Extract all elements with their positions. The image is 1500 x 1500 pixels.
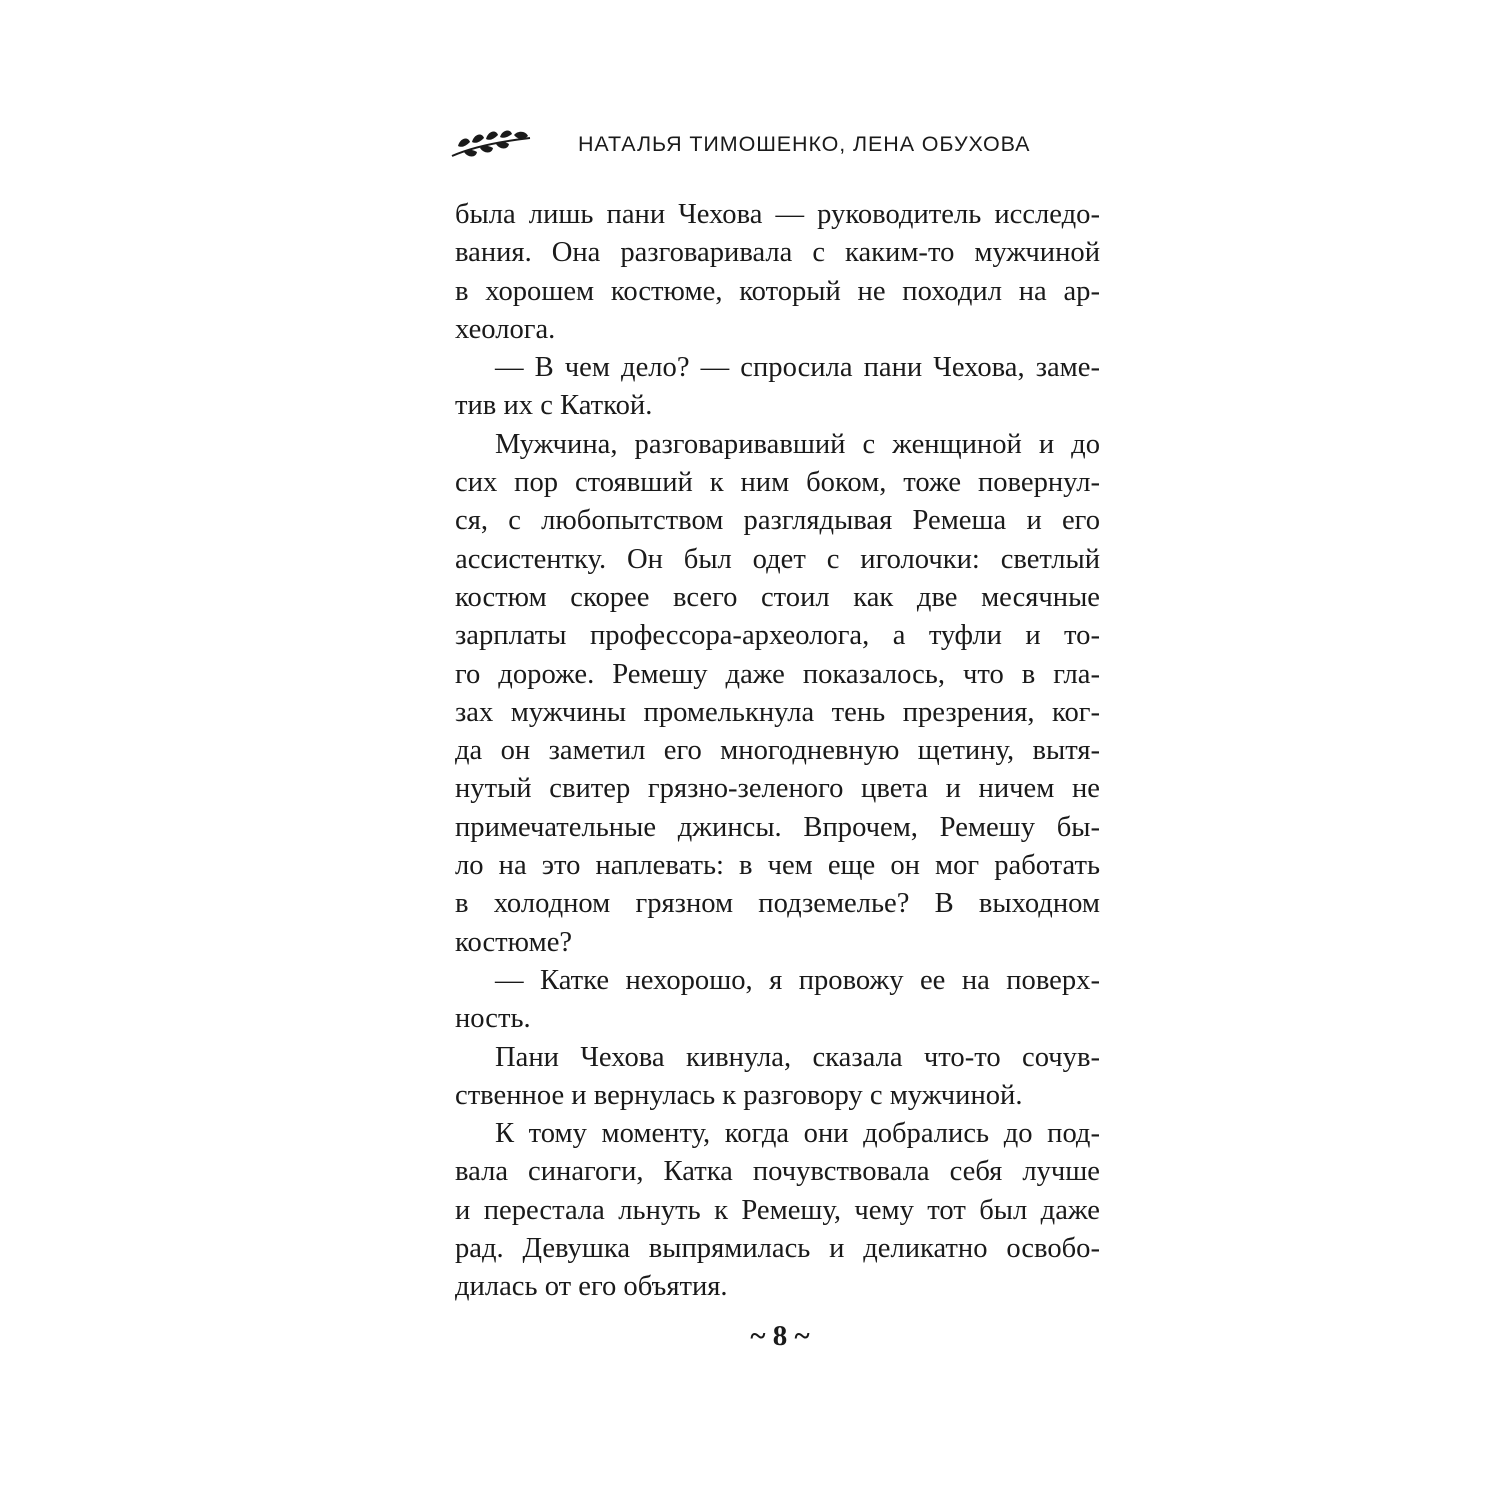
body-text xyxy=(455,196,1100,1307)
text-line: ся, с любопытством разглядывая Ремеша и его xyxy=(455,505,1100,537)
text-line: дилась от его объятия. xyxy=(455,1271,728,1303)
text-line: хеолога. xyxy=(455,313,556,345)
paragraph xyxy=(455,1115,1100,1306)
text-line: костюме? xyxy=(455,926,573,958)
text-line: ло на это наплевать: в чем еще он мог работать xyxy=(455,850,1100,882)
page-number: ~ 8 ~ xyxy=(750,1320,810,1352)
text-line: тив их с Каткой. xyxy=(455,390,653,422)
paragraph xyxy=(455,426,1100,962)
text-line: вала синагоги, Катка почувствовала себя лучше xyxy=(455,1156,1100,1188)
paragraph xyxy=(455,962,1100,1039)
text-line: костюм скорее всего стоил как две месячные xyxy=(455,581,1100,613)
text-line: нутый свитер грязно-зеленого цвета и ничем не xyxy=(455,773,1100,805)
running-head xyxy=(450,122,1100,166)
text-line: была лишь пани Чехова — руководитель исследо- xyxy=(455,199,1100,230)
text-line: вания. Она разговаривала с каким-то мужчиной xyxy=(455,237,1100,269)
text-line: Пани Чехова кивнула, сказала что-то сочув- xyxy=(495,1041,1100,1073)
text-line: — В чем дело? — спросила пани Чехова, заме- xyxy=(495,352,1100,384)
text-line: Мужчина, разговаривавший с женщиной и до xyxy=(495,428,1100,460)
text-line: зарплаты профессора-археолога, а туфли и то- xyxy=(455,620,1100,652)
text-line: ность. xyxy=(455,1003,531,1035)
text-line: сих пор стоявший к ним боком, тоже повернул- xyxy=(455,467,1100,499)
running-head-author: НАТАЛЬЯ ТИМОШЕНКО, ЛЕНА ОБУХОВА xyxy=(578,131,1031,156)
leaf-branch-icon xyxy=(450,126,532,162)
text-line: рад. Девушка выпрямилась и деликатно освобо- xyxy=(455,1233,1100,1265)
text-line: да он заметил его многодневную щетину, вытя- xyxy=(455,735,1100,767)
text-line: и перестала льнуть к Ремешу, чему тот был даже xyxy=(455,1194,1100,1226)
paragraph xyxy=(455,196,1100,349)
text-line: в холодном грязном подземелье? В выходном xyxy=(455,888,1100,920)
text-line: ассистентку. Он был одет с иголочки: светлый xyxy=(455,543,1100,575)
text-line: го дороже. Ремешу даже показалось, что в гла- xyxy=(455,658,1100,690)
text-line: в хорошем костюме, который не походил на ар- xyxy=(455,275,1100,307)
paragraph xyxy=(455,1039,1100,1116)
text-line: К тому моменту, когда они добрались до под- xyxy=(495,1118,1100,1150)
text-line: ственное и вернулась к разговору с мужчиной. xyxy=(455,1079,1023,1111)
text-line: примечательные джинсы. Впрочем, Ремешу бы- xyxy=(455,811,1100,843)
text-line: — Катке нехорошо, я провожу ее на поверх- xyxy=(495,964,1100,996)
text-line: зах мужчины промелькнула тень презрения, ког- xyxy=(455,696,1100,728)
paragraph xyxy=(455,349,1100,426)
